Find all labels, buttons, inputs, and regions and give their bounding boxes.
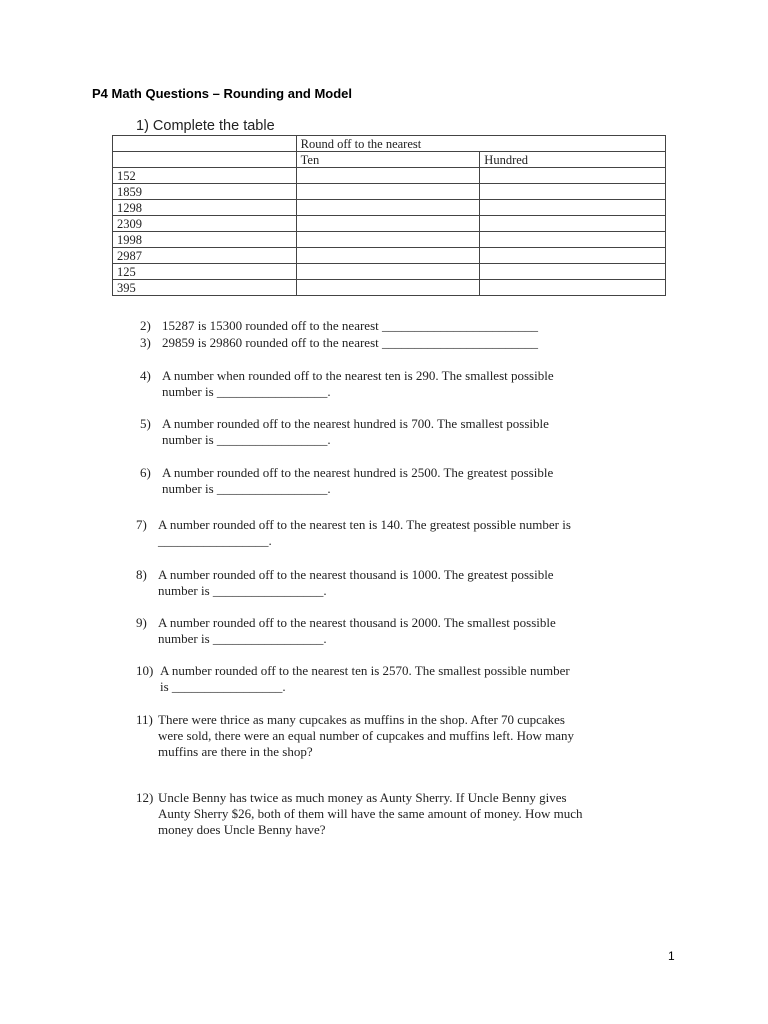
row-number: 2309 <box>113 216 297 232</box>
answer-blank[interactable]: ________________________ <box>382 335 538 350</box>
question-3 <box>140 335 660 351</box>
question-5 <box>140 416 660 450</box>
answer-cell-ten[interactable] <box>296 184 480 200</box>
question-9 <box>136 615 666 649</box>
question-1-heading: 1) Complete the table <box>136 118 275 134</box>
answer-cell-ten[interactable] <box>296 248 480 264</box>
question-number: 9) <box>136 615 147 630</box>
answer-cell-hundred[interactable] <box>480 184 666 200</box>
answer-blank[interactable]: _________________. <box>158 533 272 548</box>
question-text: Uncle Benny has twice as much money as Aunty Sherry. If Uncle Benny gives Aunty Sherry $26, both of them will have the same amount of money. How much money does Uncle Benny have? <box>158 790 583 837</box>
row-number: 152 <box>113 168 297 184</box>
table-header-row-1 <box>113 136 666 152</box>
question-text: There were thrice as many cupcakes as muffins in the shop. After 70 cupcakes were sold, there were an equal number of cupcakes and muffins left. How many muffins are there in the shop? <box>158 712 574 759</box>
table-row <box>113 280 666 296</box>
answer-cell-hundred[interactable] <box>480 264 666 280</box>
question-text: A number rounded off to the nearest hundred is 700. The smallest possible number is _________________. <box>162 416 549 447</box>
question-8 <box>136 567 666 601</box>
question-text: A number rounded off to the nearest ten is 140. The greatest possible number is _________________. <box>158 517 571 548</box>
table-row <box>113 184 666 200</box>
rounding-table <box>112 135 666 296</box>
header-round-off: Round off to the nearest <box>296 136 665 152</box>
table-row <box>113 248 666 264</box>
header-ten: Ten <box>296 152 480 168</box>
answer-cell-ten[interactable] <box>296 232 480 248</box>
question-7 <box>136 517 666 551</box>
answer-cell-hundred[interactable] <box>480 280 666 296</box>
table-row <box>113 216 666 232</box>
question-number: 6) <box>140 465 151 480</box>
question-number: 3) <box>140 335 151 350</box>
answer-cell-hundred[interactable] <box>480 168 666 184</box>
question-text: 29859 is 29860 rounded off to the nearest ________________________ <box>162 335 538 350</box>
question-2 <box>140 318 660 334</box>
question-text: A number rounded off to the nearest ten is 2570. The smallest possible number is _________________. <box>160 663 570 694</box>
page-number: 1 <box>668 949 675 963</box>
table-row <box>113 264 666 280</box>
answer-blank[interactable]: ________________________ <box>382 318 538 333</box>
question-6 <box>140 465 660 499</box>
answer-cell-hundred[interactable] <box>480 200 666 216</box>
answer-blank[interactable]: _________________. <box>216 432 331 447</box>
row-number: 2987 <box>113 248 297 264</box>
question-number: 5) <box>140 416 151 431</box>
answer-blank[interactable]: _________________. <box>216 481 331 496</box>
table-corner-cell <box>113 136 297 152</box>
table-row <box>113 200 666 216</box>
question-number: 10) <box>136 663 154 678</box>
answer-blank[interactable]: _________________. <box>171 679 286 694</box>
question-text: A number rounded off to the nearest hundred is 2500. The greatest possible number is _________________. <box>162 465 554 496</box>
answer-blank[interactable]: _________________. <box>212 583 327 598</box>
row-number: 1998 <box>113 232 297 248</box>
table-row <box>113 168 666 184</box>
question-number: 12) <box>136 790 154 805</box>
row-number: 1298 <box>113 200 297 216</box>
answer-cell-ten[interactable] <box>296 200 480 216</box>
question-number: 8) <box>136 567 147 582</box>
answer-cell-hundred[interactable] <box>480 248 666 264</box>
question-text: A number rounded off to the nearest thousand is 1000. The greatest possible number is _________________. <box>158 567 554 598</box>
question-10 <box>136 663 666 697</box>
question-text: A number when rounded off to the nearest ten is 290. The smallest possible number is _________________. <box>162 368 554 399</box>
answer-blank[interactable]: _________________. <box>216 384 331 399</box>
question-number: 11) <box>136 712 153 727</box>
question-11 <box>136 712 666 764</box>
question-number: 4) <box>140 368 151 383</box>
answer-cell-ten[interactable] <box>296 264 480 280</box>
answer-cell-hundred[interactable] <box>480 216 666 232</box>
question-12 <box>136 790 666 842</box>
question-text: A number rounded off to the nearest thousand is 2000. The smallest possible number is _________________. <box>158 615 556 646</box>
header-hundred: Hundred <box>480 152 666 168</box>
page-title: P4 Math Questions – Rounding and Model <box>92 86 353 101</box>
question-4 <box>140 368 660 402</box>
table-header-row-2 <box>113 152 666 168</box>
table-row <box>113 232 666 248</box>
question-number: 7) <box>136 517 147 532</box>
answer-cell-ten[interactable] <box>296 280 480 296</box>
row-number: 1859 <box>113 184 297 200</box>
answer-blank[interactable]: _________________. <box>212 631 327 646</box>
answer-cell-ten[interactable] <box>296 168 480 184</box>
row-number: 125 <box>113 264 297 280</box>
question-number: 2) <box>140 318 151 333</box>
answer-cell-ten[interactable] <box>296 216 480 232</box>
question-text: 15287 is 15300 rounded off to the nearest ________________________ <box>162 318 538 333</box>
table-blank-cell <box>113 152 297 168</box>
answer-cell-hundred[interactable] <box>480 232 666 248</box>
row-number: 395 <box>113 280 297 296</box>
